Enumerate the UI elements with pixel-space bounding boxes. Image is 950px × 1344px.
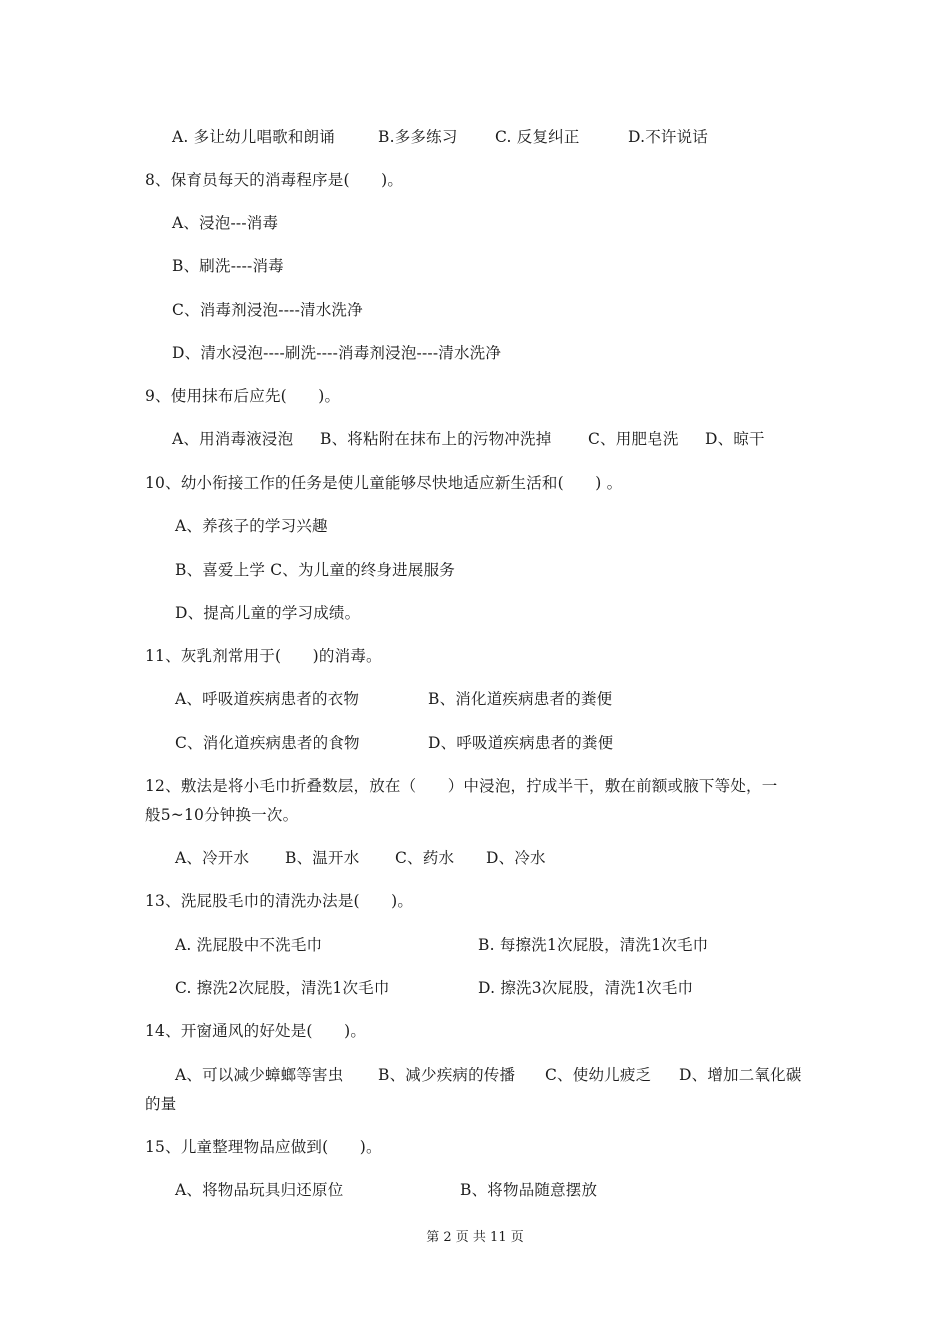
q12-stem-line1: 12、敷法是将小毛巾折叠数层，放在（ ）中浸泡，拧成半干，敷在前额或腋下等处，一 (145, 777, 778, 795)
q14-stem: 14、开窗通风的好处是( )。 (145, 1022, 367, 1040)
q9-option-c: C、用肥皂洗 (588, 430, 679, 448)
q8-stem: 8、保育员每天的消毒程序是( )。 (145, 171, 404, 189)
q13-option-c: C. 擦洗2次屁股，清洗1次毛巾 (175, 979, 390, 997)
q15-stem: 15、儿童整理物品应做到( )。 (145, 1138, 382, 1156)
q9-option-b: B、将粘附在抹布上的污物冲洗掉 (320, 430, 552, 448)
q9-option-a: A、用消毒液浸泡 (172, 430, 294, 448)
q10-option-bc: B、喜爱上学 C、为儿童的终身进展服务 (175, 561, 455, 579)
q7-option-d: D.不许说话 (628, 128, 709, 146)
q7-option-b: B.多多练习 (378, 128, 458, 146)
q8-option-b: B、刷洗----消毒 (172, 257, 284, 275)
q8-option-c: C、消毒剂浸泡----清水洗净 (172, 301, 363, 319)
q12-option-c: C、药水 (395, 849, 455, 867)
q12-option-b: B、温开水 (285, 849, 360, 867)
q8-option-d: D、清水浸泡----刷洗----消毒剂浸泡----清水洗净 (172, 344, 502, 362)
q9-option-d: D、晾干 (705, 430, 765, 448)
q13-option-b: B. 每擦洗1次屁股，清洗1次毛巾 (478, 936, 709, 954)
q10-stem: 10、幼小衔接工作的任务是使儿童能够尽快地适应新生活和( ) 。 (145, 474, 623, 492)
q11-stem: 11、灰乳剂常用于( )的消毒。 (145, 647, 382, 665)
q12-option-d: D、冷水 (486, 849, 546, 867)
q8-option-a: A、浸泡---消毒 (172, 214, 279, 232)
q13-stem: 13、洗屁股毛巾的清洗办法是( )。 (145, 892, 414, 910)
q10-option-a: A、养孩子的学习兴趣 (175, 517, 328, 535)
q14-option-c: C、使幼儿疲乏 (545, 1066, 652, 1084)
q12-option-a: A、冷开水 (175, 849, 250, 867)
q14-option-b: B、减少疾病的传播 (378, 1066, 516, 1084)
q7-option-c: C. 反复纠正 (495, 128, 580, 146)
q11-option-d: D、呼吸道疾病患者的粪便 (428, 734, 614, 752)
q13-option-d: D. 擦洗3次屁股，清洗1次毛巾 (478, 979, 694, 997)
q9-stem: 9、使用抹布后应先( )。 (145, 387, 341, 405)
page-number-footer: 第 2 页 共 11 页 (426, 1230, 524, 1245)
q15-option-a: A、将物品玩具归还原位 (175, 1181, 344, 1199)
q14-option-d: D、增加二氧化碳 (679, 1066, 802, 1084)
q11-option-b: B、消化道疾病患者的粪便 (428, 690, 613, 708)
q10-option-d: D、提高儿童的学习成绩。 (175, 604, 361, 622)
q12-stem-line2: 般5~10分钟换一次。 (145, 806, 299, 824)
q15-option-b: B、将物品随意摆放 (460, 1181, 598, 1199)
q14-option-d-continued: 的量 (145, 1095, 177, 1113)
q14-option-a: A、可以减少蟑螂等害虫 (175, 1066, 344, 1084)
q7-option-a: A. 多让幼儿唱歌和朗诵 (172, 128, 335, 146)
q13-option-a: A. 洗屁股中不洗毛巾 (175, 936, 323, 954)
q11-option-a: A、呼吸道疾病患者的衣物 (175, 690, 360, 708)
q11-option-c: C、消化道疾病患者的食物 (175, 734, 360, 752)
